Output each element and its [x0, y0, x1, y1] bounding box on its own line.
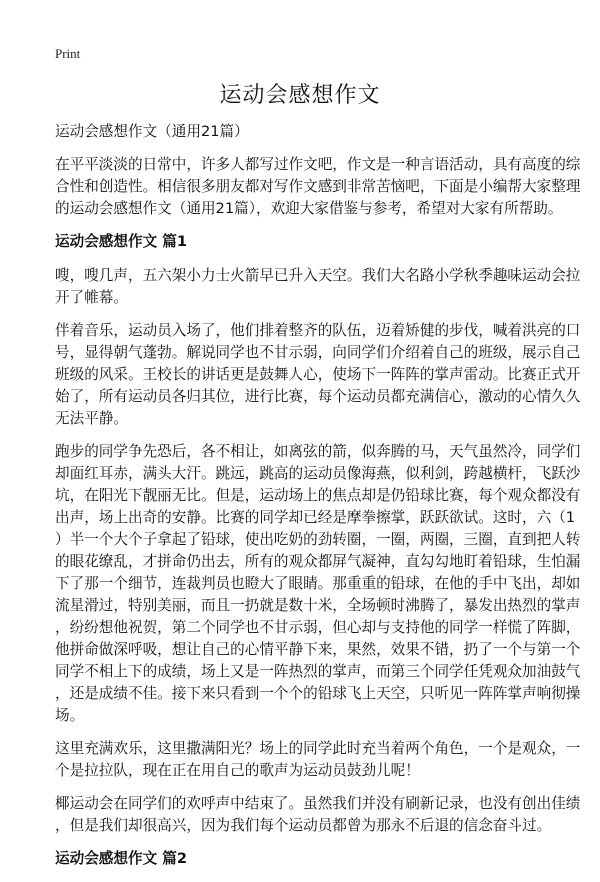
text-line: ）半一个大个子拿起了铅球，使出吃奶的劲转圈，一圈，两圈，三圈，直到把人转 [55, 531, 581, 548]
paragraph [55, 441, 581, 727]
text-line: 无法平静。 [55, 410, 128, 427]
text-line: 下了那一个细节，连裁判员也瞪大了眼睛。那重重的铅球，在他的手中飞出，却如 [55, 575, 581, 592]
text-line: 始了，所有运动员各归其位，进行比赛，每个运动员都充满信心，激动的心情久久 [55, 388, 581, 405]
text-line: ，还是成绩不佳。接下来只看到一个个的铅球飞上天空，只听见一阵阵掌声响彻操 [55, 685, 581, 702]
text-line: 流星滑过，特别美丽，而且一扔就是数十米，全场顿时沸腾了，暴发出热烈的掌声 [55, 597, 581, 614]
text-line: 这里充满欢乐，这里撒满阳光？场上的同学此时充当着两个角色，一个是观众，一 [55, 740, 581, 757]
text-line: 跑步的同学争先恐后，各不相让，如离弦的箭，似奔腾的马，天气虽然冷，同学们 [55, 443, 581, 460]
section-heading: 运动会感想作文 篇1 [55, 233, 187, 250]
text-line: 伴着音乐，运动员入场了，他们排着整齐的队伍，迈着矫健的步伐，喊着洪亮的口 [55, 322, 581, 339]
text-line: 坑，在阳光下靓丽无比。但是，运动场上的焦点却是仍铅球比赛，每个观众都没有 [55, 487, 581, 504]
text-line: 开了帷幕。 [55, 289, 128, 306]
text-line: 的眼花缭乱，才拼命仍出去，所有的观众都屏气凝神，直勾勾地盯着铅球，生怕漏 [55, 553, 581, 570]
text-line: 嗖，嗖几声，五六架小力士火箭早已升入天空。我们大名路小学秋季趣味运动会拉 [55, 267, 581, 284]
text-line: 班级的风采。王校长的讲话更是鼓舞人心，使场下一阵阵的掌声雷动。比赛正式开 [55, 366, 581, 383]
paragraph [55, 320, 581, 430]
text-line: 出声，场上出奇的安静。比赛的同学却已经是摩拳擦掌，跃跃欲试。这时，六（1 [55, 509, 576, 526]
paragraph [55, 793, 581, 837]
text-line: 的运动会感想作文（通用21篇），欢迎大家借鉴与参考，希望对大家有所帮助。 [55, 200, 563, 217]
text-line: 同学不相上下的成绩，场上又是一阵热烈的掌声，而第三个同学任凭观众加油鼓气 [55, 663, 581, 680]
section-heading: 运动会感想作文 篇2 [55, 850, 187, 867]
paragraph [55, 265, 581, 309]
text-line: 号，显得朝气蓬勃。解说同学也不甘示弱，向同学们介绍着自己的班级，展示自己 [55, 344, 581, 361]
text-line: ，纷纷想他祝贺，第二个同学也不甘示弱，但心却与支持他的同学一样慌了阵脚， [55, 619, 581, 636]
text-line: 场。 [55, 707, 85, 724]
paragraph [55, 738, 581, 782]
print-link[interactable]: Print [55, 46, 81, 61]
text-line: 他拼命做深呼吸，想让自己的心情平静下来，果然，效果不错，扔了一个与第一个 [55, 641, 581, 658]
text-line: 个是拉拉队，现在正在用自己的歌声为运动员鼓劲儿呢！ [55, 762, 420, 779]
document-body [55, 121, 581, 882]
text-line: 椰运动会在同学们的欢呼声中结束了。虽然我们并没有刷新记录，也没有创出佳绩 [55, 795, 581, 812]
text-line: ，但是我们却很高兴，因为我们每个运动员都曾为那永不后退的信念奋斗过。 [55, 817, 552, 834]
text-line: 合性和创造性。相信很多朋友都对写作文感到非常苦恼吧，下面是小编帮大家整理 [55, 178, 581, 195]
sections [55, 231, 581, 870]
text-line: 却面红耳赤，满头大汗。跳远，跳高的运动员像海燕，似利剑，跨越横杆，飞跃沙 [55, 465, 581, 482]
document-title: 运动会感想作文 [219, 83, 381, 108]
subtitle: 运动会感想作文（通用21篇） [55, 123, 249, 140]
intro-paragraph [55, 154, 581, 220]
text-line: 在平平淡淡的日常中，许多人都写过作文吧，作文是一种言语活动，具有高度的综 [55, 156, 581, 173]
